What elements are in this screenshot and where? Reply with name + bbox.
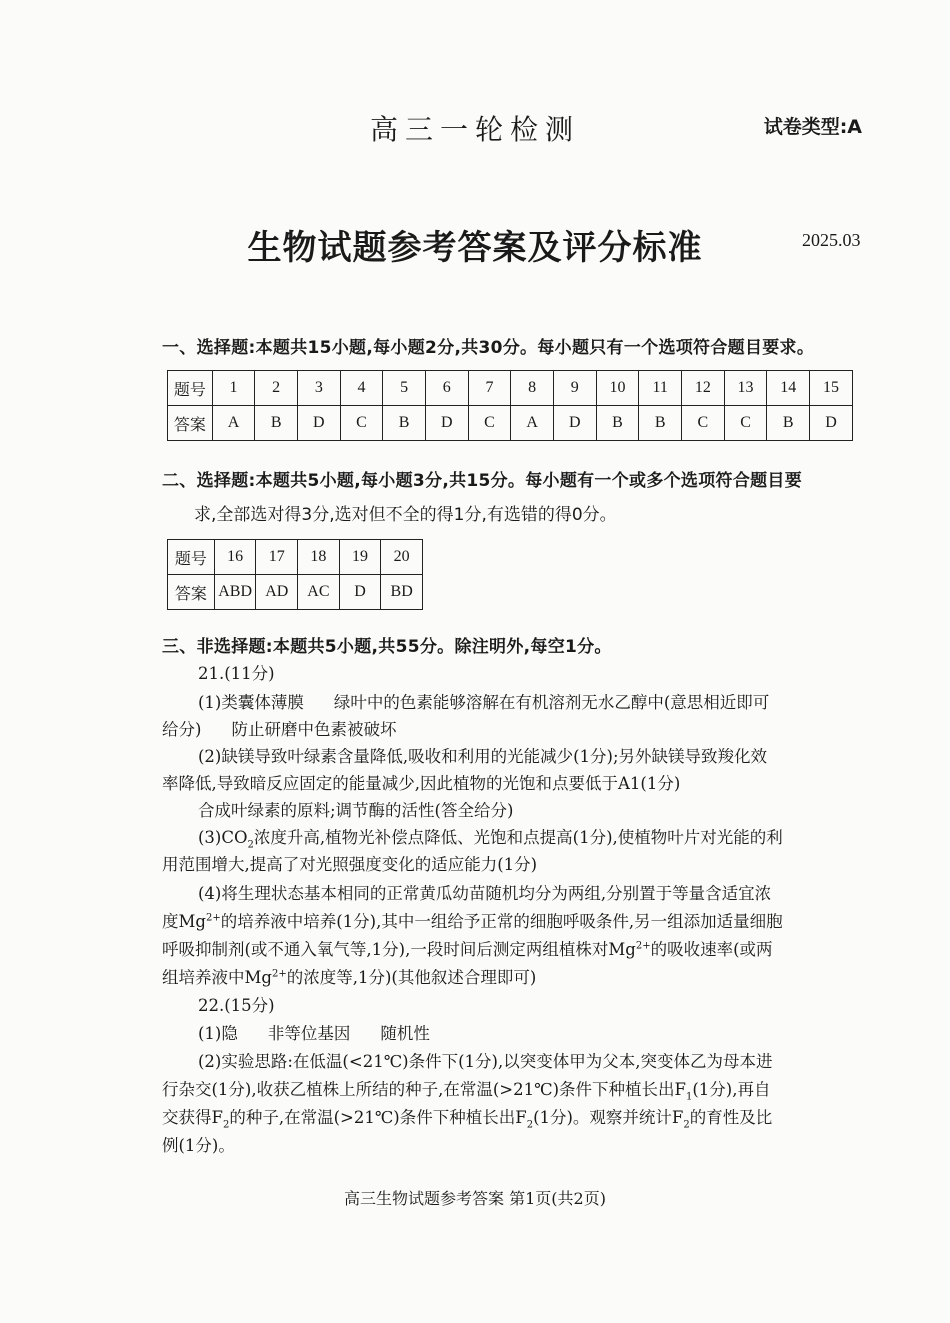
answer-cell: B bbox=[596, 406, 639, 441]
q22-part1-answer-c: 随机性 bbox=[380, 1024, 430, 1043]
q21-part1-answer-b: 绿叶中的色素能够溶解在有机溶剂无水乙醇中(意思相近即可 bbox=[333, 693, 770, 712]
question-number: 17 bbox=[256, 540, 298, 575]
q22-part1-answer-a: (1)隐 bbox=[198, 1024, 238, 1043]
answer-cell: D bbox=[298, 406, 341, 441]
q22-title: 22.(15分) bbox=[198, 996, 275, 1015]
q21-part4-text: 组培养液中Mg bbox=[162, 968, 272, 987]
answer-cell: B bbox=[639, 406, 682, 441]
answer-cell: D bbox=[810, 406, 853, 441]
answer-cell: C bbox=[468, 406, 511, 441]
question-number: 20 bbox=[381, 540, 423, 575]
q22-part1-line bbox=[198, 1020, 430, 1044]
q21-part4-line3 bbox=[162, 936, 773, 960]
question-number: 1 bbox=[212, 371, 255, 406]
q22-part2-text: (1分),再自 bbox=[692, 1080, 771, 1099]
question-number: 8 bbox=[511, 371, 554, 406]
q21-part4-line1: (4)将生理状态基本相同的正常黄瓜幼苗随机均分为两组,分别置于等量含适宜浓 bbox=[198, 884, 772, 903]
q21-part1-line2 bbox=[162, 716, 396, 740]
question-number: 16 bbox=[214, 540, 256, 575]
section2-heading: 二、选择题:本题共5小题,每小题3分,共15分。每小题有一个或多个选项符合题目要 bbox=[162, 471, 803, 491]
answer-cell: C bbox=[340, 406, 383, 441]
question-number: 5 bbox=[383, 371, 426, 406]
answer-cell: AC bbox=[298, 575, 340, 610]
q21-title: 21.(11分) bbox=[198, 664, 275, 683]
table-row-numbers bbox=[168, 540, 423, 575]
q21-part4-line2 bbox=[162, 908, 783, 932]
q21-part4-text: 的吸收速率(或两 bbox=[650, 940, 773, 959]
question-number: 15 bbox=[810, 371, 853, 406]
question-number: 18 bbox=[298, 540, 340, 575]
section1-heading: 一、选择题:本题共15小题,每小题2分,共30分。每小题只有一个选项符合题目要求。 bbox=[162, 338, 815, 358]
page-title: 生物试题参考答案及评分标准 bbox=[247, 228, 703, 268]
answer-cell: B bbox=[255, 406, 298, 441]
question-number: 13 bbox=[724, 371, 767, 406]
question-number: 11 bbox=[639, 371, 682, 406]
answer-cell: B bbox=[767, 406, 810, 441]
q22-part2-line2 bbox=[162, 1076, 770, 1102]
q21-part3-text-a: (3)CO bbox=[198, 828, 248, 847]
q21-part4-text: 呼吸抑制剂(或不通入氧气等,1分),一段时间后测定两组植株对Mg bbox=[162, 940, 636, 959]
q21-part2-line3: 合成叶绿素的原料;调节酶的活性(答全给分) bbox=[198, 801, 514, 820]
table-row-numbers bbox=[168, 371, 853, 406]
q21-part4-text: 的浓度等,1分)(其他叙述合理即可) bbox=[286, 968, 537, 987]
exam-title: 高三一轮检测 bbox=[369, 113, 580, 146]
q21-part1-note: 给分) bbox=[162, 720, 202, 739]
section2-heading-cont: 求,全部选对得3分,选对但不全的得1分,有选错的得0分。 bbox=[194, 505, 617, 525]
q21-part2-line1: (2)缺镁导致叶绿素含量降低,吸收和利用的光能减少(1分);另外缺镁导致羧化效 bbox=[198, 747, 768, 766]
superscript: 2+ bbox=[635, 940, 651, 952]
q21-part1-answer-a: (1)类囊体薄膜 bbox=[198, 693, 304, 712]
answer-cell: D bbox=[339, 575, 381, 610]
question-number: 3 bbox=[298, 371, 341, 406]
question-number: 2 bbox=[255, 371, 298, 406]
answer-cell: D bbox=[553, 406, 596, 441]
superscript: 2+ bbox=[205, 912, 221, 924]
table-row-answers bbox=[168, 575, 423, 610]
question-number: 7 bbox=[468, 371, 511, 406]
q22-part2-line1: (2)实验思路:在低温(<21℃)条件下(1分),以突变体甲为父本,突变体乙为母本进 bbox=[198, 1052, 773, 1071]
q22-part1-answer-b: 非等位基因 bbox=[267, 1024, 351, 1043]
question-number: 14 bbox=[767, 371, 810, 406]
answer-cell: BD bbox=[381, 575, 423, 610]
q22-part2-text: 的种子,在常温(>21℃)条件下种植长出F bbox=[229, 1108, 527, 1127]
q22-part2-line4: 例(1分)。 bbox=[162, 1136, 235, 1155]
answer-cell: A bbox=[511, 406, 554, 441]
subscript: 1 bbox=[685, 1091, 693, 1103]
answer-cell: B bbox=[383, 406, 426, 441]
q22-part2-line3 bbox=[162, 1104, 772, 1130]
q21-part1-answer-d: 防止研磨中色素被破坏 bbox=[231, 720, 397, 739]
table-row-answers bbox=[168, 406, 853, 441]
q21-part3-line1 bbox=[198, 824, 783, 850]
answer-cell: D bbox=[425, 406, 468, 441]
question-number: 6 bbox=[425, 371, 468, 406]
row-label: 题号 bbox=[168, 540, 215, 575]
answer-cell: C bbox=[724, 406, 767, 441]
section3-heading: 三、非选择题:本题共5小题,共55分。除注明外,每空1分。 bbox=[162, 637, 612, 657]
page-footer: 高三生物试题参考答案 第1页(共2页) bbox=[344, 1189, 606, 1208]
exam-date: 2025.03 bbox=[802, 230, 861, 250]
row-label: 答案 bbox=[168, 406, 213, 441]
answer-cell: ABD bbox=[214, 575, 256, 610]
subscript: 2 bbox=[526, 1119, 534, 1131]
answer-cell: AD bbox=[256, 575, 298, 610]
subscript: 2 bbox=[683, 1119, 690, 1131]
subscript: 2 bbox=[222, 1119, 230, 1131]
q22-part2-text: (1分)。观察并统计F bbox=[533, 1108, 684, 1127]
exam-type-label: 试卷类型:A bbox=[763, 116, 862, 138]
question-number: 4 bbox=[340, 371, 383, 406]
section2-answer-table bbox=[167, 539, 423, 610]
q21-part4-line4 bbox=[162, 964, 536, 988]
q22-part2-text: 交获得F bbox=[162, 1108, 223, 1127]
section1-answer-table bbox=[167, 370, 853, 441]
q21-part3-line2: 用范围增大,提高了对光照强度变化的适应能力(1分) bbox=[162, 855, 538, 874]
question-number: 10 bbox=[596, 371, 639, 406]
q22-part2-text: 的育性及比 bbox=[689, 1108, 773, 1127]
answer-cell: A bbox=[212, 406, 255, 441]
q22-part2-text: 行杂交(1分),收获乙植株上所结的种子,在常温(>21℃)条件下种植长出F bbox=[162, 1080, 686, 1099]
superscript: 2+ bbox=[271, 968, 287, 980]
question-number: 12 bbox=[682, 371, 725, 406]
row-label: 答案 bbox=[168, 575, 215, 610]
subscript: 2 bbox=[247, 839, 254, 851]
answer-cell: C bbox=[682, 406, 725, 441]
q21-part4-text: 的培养液中培养(1分),其中一组给予正常的细胞呼吸条件,另一组添加适量细胞 bbox=[220, 912, 783, 931]
q21-part2-line2: 率降低,导致暗反应固定的能量减少,因此植物的光饱和点要低于A1(1分) bbox=[162, 774, 681, 793]
q21-part1-line1 bbox=[198, 689, 769, 713]
question-number: 19 bbox=[339, 540, 381, 575]
row-label: 题号 bbox=[168, 371, 213, 406]
q21-part3-text-b: 浓度升高,植物光补偿点降低、光饱和点提高(1分),使植物叶片对光能的利 bbox=[253, 828, 783, 847]
q21-part4-text: 度Mg bbox=[162, 912, 206, 931]
question-number: 9 bbox=[553, 371, 596, 406]
